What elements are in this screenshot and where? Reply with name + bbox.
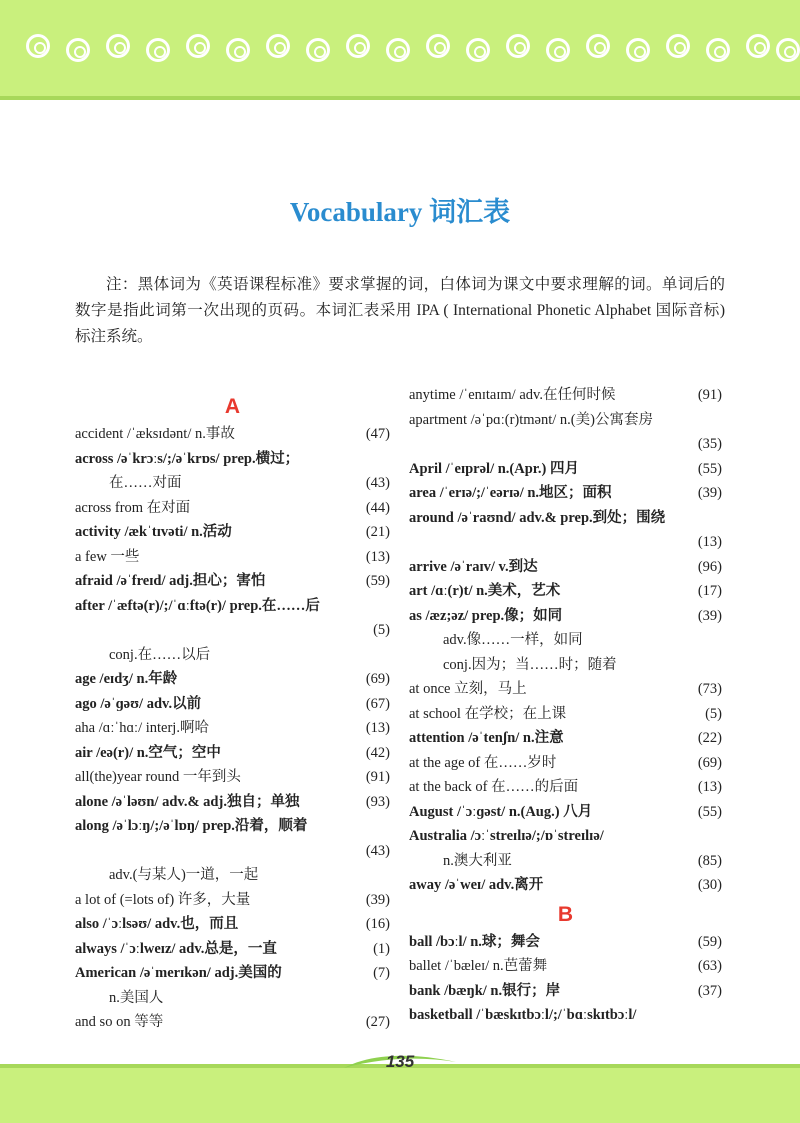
entry-page-ref: (69) [365,671,390,687]
vocab-entry [409,954,722,979]
vocab-entry [75,520,390,545]
section-letter: A [224,395,241,418]
ring-decoration-icon [546,38,570,62]
entry-page-ref: (16) [365,916,390,932]
ring-decoration-icon [626,38,650,62]
vocab-entry-continuation [409,432,722,457]
entry-text: away /əˈweɪ/ adv.离开 [409,877,544,893]
vocab-entry [409,408,722,433]
entry-text: ballet /ˈbæleɪ/ n.芭蕾舞 [409,958,548,974]
vocab-entry [409,824,722,849]
entry-text: Australia /ɔːˈstreɪlɪə/;/ɒˈstreɪlɪə/ [409,828,604,844]
entry-text: after /ˈæftə(r)/;/ˈɑːftə(r)/ prep.在……后 [75,597,320,614]
vocab-entry [75,790,390,815]
entry-page-ref: (42) [365,744,390,761]
entry-text: across from 在对面 [75,499,191,516]
entry-page-ref: (69) [697,754,722,771]
entry-text: art /ɑː(r)t/ n.美术，艺术 [409,583,561,599]
entry-text: activity /ækˈtɪvəti/ n.活动 [75,524,232,540]
entry-text: arrive /əˈraɪv/ v.到达 [409,558,538,575]
entry-text: attention /əˈtenʃn/ n.注意 [409,730,564,746]
entry-page-ref: (13) [365,548,390,565]
entry-page-ref: (59) [365,573,390,589]
entry-page-ref: (13) [697,779,722,795]
vocab-entry [409,775,722,800]
vocab-entry [75,667,390,692]
entry-page-ref: (93) [365,793,390,810]
entry-text: at once 立刻，马上 [409,681,527,697]
entry-page-ref: (43) [365,842,390,859]
entry-text: n.美国人 [109,989,164,1006]
header-stripe [0,96,800,100]
entry-page-ref: (5) [373,622,390,638]
vocab-entry [409,506,722,531]
vocab-entry [75,422,390,447]
intro-paragraph: 注：黑体词为《英语课程标准》要求掌握的词，白体词为课文中要求理解的词。单词后的数字是指此词第一次出现的页码。本词汇表采用 IPA ( International Phonetic Alphabet 国际音标) 标注系统。 [75,276,725,345]
vocab-entry-continuation [409,628,722,653]
entry-page-ref: (91) [697,387,722,403]
entry-text: American /əˈmerɪkən/ adj.美国的 [75,965,282,981]
entry-text: August /ˈɔːɡəst/ n.(Aug.) 八月 [409,803,593,820]
vocab-entry [75,447,390,472]
vocab-column-left [75,390,390,1035]
entry-page-ref: (13) [697,534,722,550]
entry-text: basketball /ˈbæskɪtbɔːl/;/ˈbɑːskɪtbɔːl/ [409,1007,637,1023]
entry-page-ref: (1) [373,940,390,957]
vocab-entry [75,765,390,790]
vocab-entry [75,716,390,741]
vocab-entry [75,912,390,937]
entry-page-ref: (39) [697,607,722,624]
entry-page-ref: (7) [373,965,390,981]
vocab-entry [409,800,722,825]
ring-decoration-icon [146,38,170,62]
vocab-entry [409,481,722,506]
vocab-entry-continuation [409,849,722,874]
vocab-entry [409,383,722,408]
entry-text: anytime /ˈenɪtaɪm/ adv.在任何时候 [409,387,616,403]
entry-text: at school 在学校；在上课 [409,705,567,722]
ring-decoration-icon [106,34,130,58]
entry-text: accident /ˈæksɪdənt/ n.事故 [75,426,235,442]
entry-text: a few 一些 [75,548,140,565]
entry-page-ref: (39) [365,891,390,908]
ring-decoration-icon [426,34,450,58]
vocab-entry [75,814,390,839]
vocab-entry [409,979,722,1004]
vocab-entry [75,569,390,594]
entry-page-ref: (21) [365,524,390,540]
ring-decoration-icon [466,38,490,62]
entry-text: conj.在……以后 [109,646,211,663]
entry-text: across /əˈkrɔːs/;/əˈkrɒs/ prep.横过； [75,450,300,467]
entry-text: as /æz;əz/ prep.像；如同 [409,607,563,624]
entry-text: afraid /əˈfreɪd/ adj.担心；害怕 [75,573,266,589]
entry-text: adv.(与某人)一道，一起 [109,867,259,883]
vocab-entry-continuation [409,530,722,555]
entry-text: area /ˈerɪə/;/ˈeərɪə/ n.地区；面积 [409,485,612,501]
ring-decoration-icon [186,34,210,58]
vocab-entry-continuation [75,471,390,496]
entry-text: n.澳大利亚 [443,852,512,869]
page-number: 135 [385,1052,415,1071]
vocab-entry [75,961,390,986]
entry-text: air /eə(r)/ n.空气；空中 [75,744,221,761]
vocab-entry [409,930,722,955]
entry-text: at the age of 在……岁时 [409,754,557,771]
ring-decoration-icon [776,38,800,62]
entry-text: ago /əˈɡəʊ/ adv.以前 [75,695,202,712]
entry-text: alone /əˈləʊn/ adv.& adj.独自；单独 [75,793,300,810]
vocab-entry [75,1010,390,1035]
vocab-entry [409,873,722,898]
vocab-entry [409,457,722,482]
entry-page-ref: (30) [697,877,722,893]
entry-text: aha /ɑːˈhɑː/ interj.啊哈 [75,720,209,736]
entry-text: apartment /əˈpɑː(r)tmənt/ n.(美)公寓套房 [409,411,653,428]
vocab-entry [409,677,722,702]
vocab-entry [75,741,390,766]
entry-page-ref: (96) [697,558,722,575]
entry-page-ref: (47) [365,426,390,442]
entry-text: a lot of (=lots of) 许多，大量 [75,891,251,908]
ring-decoration-icon [66,38,90,62]
entry-text: always /ˈɔːlweɪz/ adv.总是，一直 [75,940,277,957]
entry-page-ref: (63) [697,958,722,974]
entry-page-ref: (13) [365,720,390,736]
entry-text: age /eɪdʒ/ n.年龄 [75,671,178,687]
vocab-entry-continuation [75,643,390,668]
vocab-entry [409,555,722,580]
entry-page-ref: (5) [705,705,722,722]
entry-text: along /əˈlɔːŋ/;/əˈlɒŋ/ prep.沿着，顺着 [75,818,308,834]
vocab-entry-continuation [75,986,390,1011]
entry-text: adv.像……一样，如同 [443,632,583,648]
vocab-entry-continuation [75,839,390,864]
ring-decoration-icon [386,38,410,62]
entry-page-ref: (91) [365,769,390,785]
vocab-entry [409,726,722,751]
vocab-entry [409,702,722,727]
entry-text: at the back of 在……的后面 [409,779,579,795]
vocab-entry [75,545,390,570]
vocab-entry-continuation [75,863,390,888]
entry-page-ref: (37) [697,982,722,999]
entry-text: conj.因为；当……时；随着 [443,656,617,673]
entry-text: all(the)year round 一年到头 [75,769,241,785]
vocab-entry [75,496,390,521]
section-letter: B [557,902,574,926]
ring-decoration-icon [706,38,730,62]
vocab-entry-continuation [75,618,390,643]
ring-decoration-icon [666,34,690,58]
entry-text: bank /bæŋk/ n.银行；岸 [409,982,561,999]
entry-page-ref: (44) [365,499,390,516]
vocab-entry [75,888,390,913]
entry-text: also /ˈɔːlsəʊ/ adv.也，而且 [75,916,239,932]
vocab-entry [75,937,390,962]
entry-page-ref: (55) [697,803,722,820]
ring-decoration-icon [226,38,250,62]
ring-decoration-icon [586,34,610,58]
vocab-entry [409,751,722,776]
entry-page-ref: (22) [697,730,722,746]
entry-page-ref: (39) [697,485,722,501]
entry-page-ref: (55) [697,460,722,477]
entry-page-ref: (43) [365,475,390,491]
page-title: Vocabulary 词汇表 [289,197,511,227]
vocab-entry [409,579,722,604]
ring-decoration-icon [26,34,50,58]
ring-decoration-icon [746,34,770,58]
vocab-entry-continuation [409,653,722,678]
vocab-entry [75,594,390,619]
header-band [0,0,800,98]
entry-page-ref: (27) [365,1014,390,1030]
entry-page-ref: (17) [697,583,722,599]
ring-decoration-icon [346,34,370,58]
entry-page-ref: (35) [697,436,722,452]
entry-text: 在……对面 [109,475,182,491]
ring-decoration-icon [306,38,330,62]
entry-text: April /ˈeɪprəl/ n.(Apr.) 四月 [409,460,579,477]
vocab-entry [409,1003,722,1028]
vocab-entry [75,692,390,717]
ring-decoration-icon [506,34,530,58]
vocab-entry [409,604,722,629]
ring-decoration-icon [266,34,290,58]
entry-page-ref: (73) [697,681,722,697]
entry-page-ref: (59) [697,933,722,950]
vocab-column-right [409,383,722,1028]
entry-text: ball /bɔːl/ n.球；舞会 [409,933,540,950]
entry-text: around /əˈraʊnd/ adv.& prep.到处；围绕 [409,509,666,526]
entry-text: and so on 等等 [75,1014,164,1030]
entry-page-ref: (67) [365,695,390,712]
entry-page-ref: (85) [697,852,722,869]
